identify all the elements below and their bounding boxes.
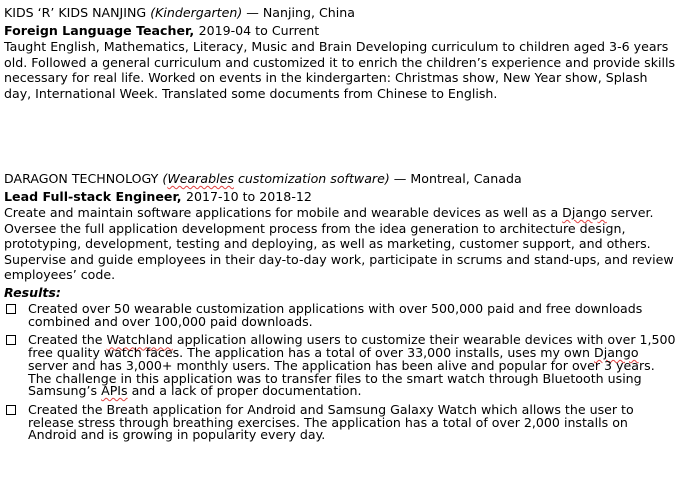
role-line xyxy=(4,23,676,39)
org-location: — Montreal, Canada xyxy=(393,171,522,186)
spellcheck-word[interactable]: Wearables xyxy=(167,171,234,186)
desc-text: server. Oversee the full application development process from the idea generation to architecture design, prototyping, development, testing and deploying, as well as marketing, customer support, and others. Supervise and guide employees in their day-to-day work, participate in scrums and stand-ups, and review employees’ code. xyxy=(4,205,674,282)
checkbox-bullet-icon xyxy=(6,335,16,345)
bullet-text: Created over 50 wearable customization applications with over 500,000 paid and free downloads combined and over 100,000 paid downloads. xyxy=(28,301,643,329)
experience-entry-kids-r-kids xyxy=(4,5,676,101)
org-line xyxy=(4,5,676,21)
bullet-text-part: server and has 3,000+ monthly users. The application has been alive and popular for over 3 years. The challenge in this application was to transfer files to the smart watch through Bluetooth using Samsung’s xyxy=(28,357,655,399)
role-description xyxy=(4,205,676,283)
results-list xyxy=(4,303,676,442)
bullet-text-part: application allowing users to customize their wearable devices with over 1,500 free quality watch faces. The application has a total of over 33,000 installs, uses my own xyxy=(28,332,676,361)
org-type: (Kindergarten) xyxy=(150,5,243,20)
org-name: DARAGON TECHNOLOGY xyxy=(4,171,159,186)
experience-entry-daragon xyxy=(4,171,676,448)
bullet-text: Created the Breath application for Android and Samsung Galaxy Watch which allows the user to release stress through breathing exercises. The application has a total of over 2,000 installs on Android and is growing in popularity every day. xyxy=(28,401,634,443)
org-location: — Nanjing, China xyxy=(246,5,355,20)
spellcheck-word[interactable]: Django xyxy=(594,345,639,361)
org-type-paren: ( xyxy=(162,171,168,186)
role-description: Taught English, Mathematics, Literacy, Music and Brain Developing curriculum to children aged 3-6 years old. Followed a general curriculum and customized it to enrich the children’s experience and provide skills necessary for real life. Worked on events in the kindergarten: Christmas show, New Year show, Splash day, International Week. Translated some documents from Chinese to English. xyxy=(4,39,676,101)
spellcheck-word[interactable]: Watchland xyxy=(106,332,173,348)
spellcheck-word[interactable]: APIs xyxy=(101,383,128,399)
role-dates: 2019-04 to Current xyxy=(198,22,320,38)
list-item xyxy=(4,334,676,398)
desc-text: Create and maintain software applications for mobile and wearable devices as well as a xyxy=(4,205,563,220)
org-type-rest: customization software) xyxy=(233,171,390,186)
org-type xyxy=(162,171,389,186)
checkbox-bullet-icon xyxy=(6,304,16,314)
org-name: KIDS ‘R’ KIDS NANJING xyxy=(4,5,147,20)
role-title: Foreign Language Teacher, xyxy=(4,22,195,38)
role-title: Lead Full-stack Engineer, xyxy=(4,188,182,204)
role-line xyxy=(4,189,676,205)
bullet-text-part: and a lack of proper documentation. xyxy=(127,383,362,399)
bullet-text-part: Created the xyxy=(28,332,107,348)
list-item xyxy=(4,303,676,328)
org-line xyxy=(4,171,676,187)
spellcheck-word[interactable]: Django xyxy=(562,205,607,220)
checkbox-bullet-icon xyxy=(6,405,16,415)
bullet-text xyxy=(28,332,676,398)
list-item xyxy=(4,401,676,443)
role-dates: 2017-10 to 2018-12 xyxy=(186,188,312,204)
results-heading: Results: xyxy=(4,284,61,300)
